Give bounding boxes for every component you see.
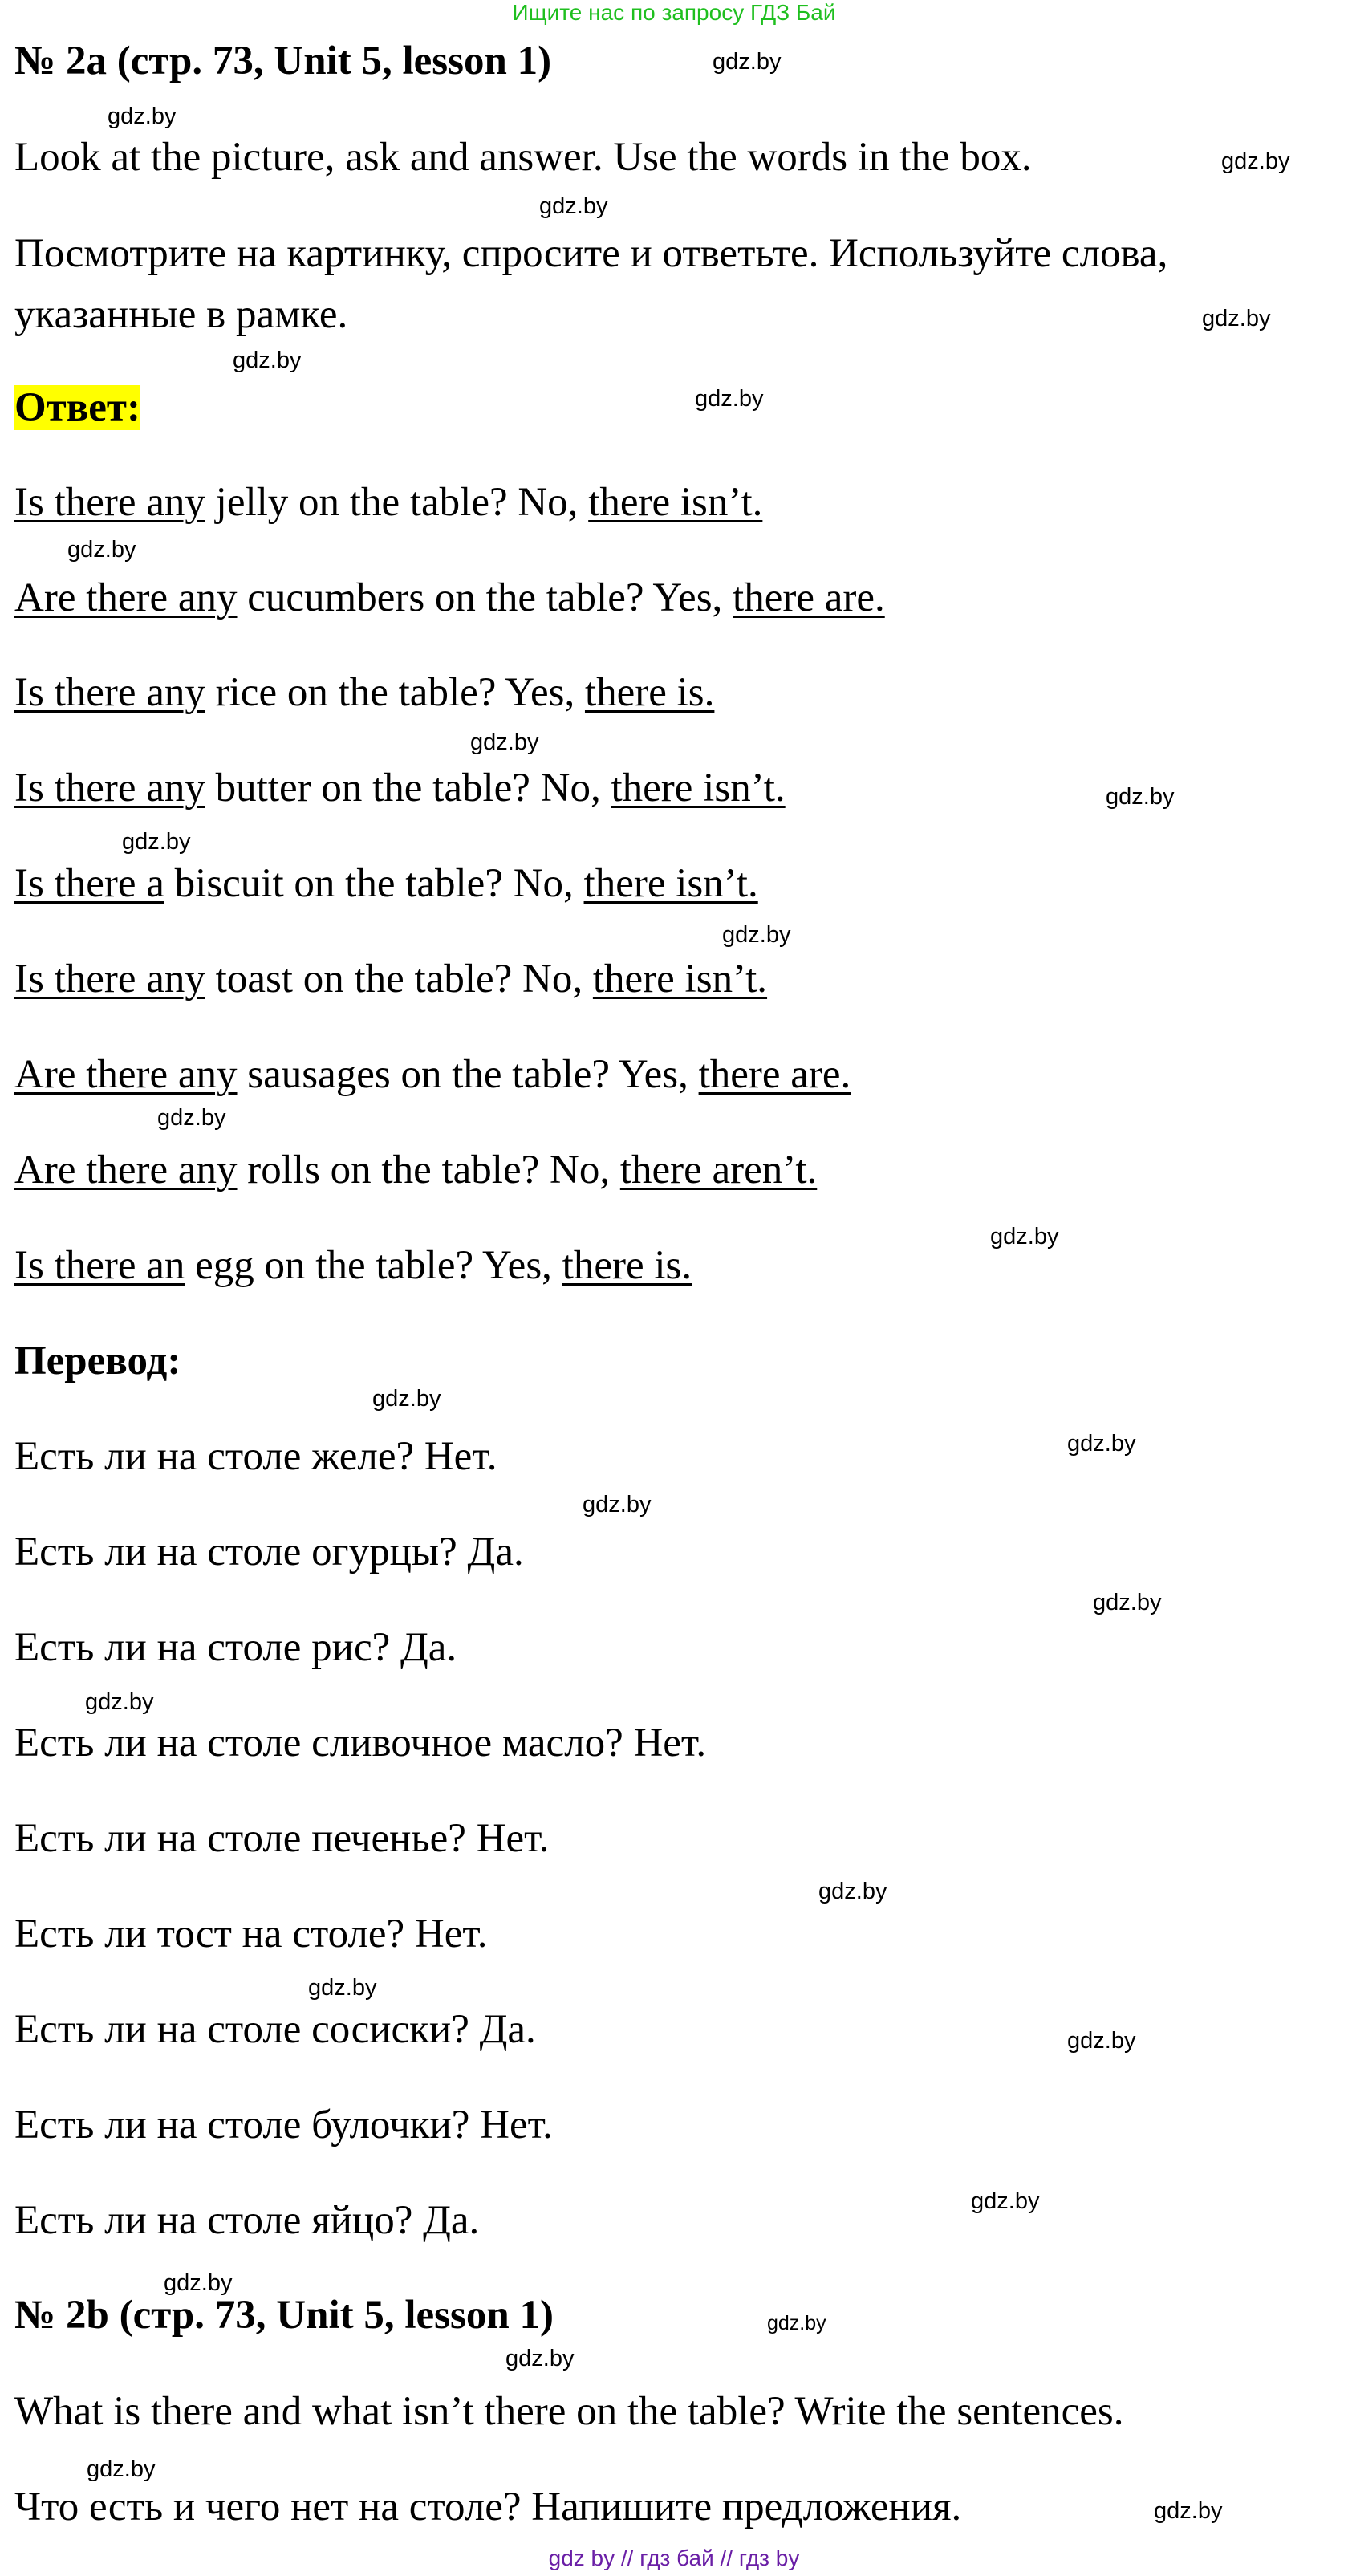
watermark: gdz.by — [85, 1689, 154, 1715]
answer-line — [14, 1146, 817, 1194]
watermark: gdz.by — [372, 1386, 441, 1412]
question-start: Is there an — [14, 1243, 185, 1288]
watermark: gdz.by — [506, 2346, 575, 2371]
answer-label: Ответ: — [14, 385, 140, 430]
answer-line — [14, 859, 758, 908]
question-rest: butter on the table? No, — [205, 766, 611, 811]
section-title-2a: № 2a (стр. 73, Unit 5, lesson 1) — [14, 39, 552, 83]
section-title-2b: № 2b (стр. 73, Unit 5, lesson 1) — [14, 2293, 554, 2338]
translation-line: Есть ли на столе желе? Нет. — [14, 1434, 497, 1479]
answer-line — [14, 1241, 692, 1290]
question-rest: sausages on the table? Yes, — [237, 1052, 699, 1097]
answer-line — [14, 478, 762, 526]
watermark: gdz.by — [470, 729, 539, 755]
question-start: Is there any — [14, 480, 205, 525]
question-rest: rolls on the table? No, — [237, 1148, 620, 1193]
answer-line — [14, 668, 714, 717]
watermark: gdz.by — [1202, 306, 1271, 331]
instruction-english-2b: What is there and what isn’t there on the table? Write the sentences. — [14, 2389, 1124, 2434]
watermark: gdz.by — [539, 193, 608, 219]
watermark: gdz.by — [67, 537, 136, 563]
instruction-english: Look at the picture, ask and answer. Use the words in the box. — [14, 135, 1032, 180]
answer-line — [14, 764, 786, 812]
watermark: gdz.by — [1154, 2498, 1223, 2524]
translation-line: Есть ли на столе печенье? Нет. — [14, 1816, 550, 1861]
answer-line — [14, 574, 885, 622]
watermark: gdz.by — [122, 829, 191, 855]
question-start: Are there any — [14, 575, 238, 620]
answer-short: there are. — [733, 575, 885, 620]
answer-line — [14, 955, 767, 1003]
answer-short: there isn’t. — [611, 766, 786, 811]
instruction-russian-line-2: указанные в рамке. — [14, 292, 348, 337]
watermark: gdz.by — [1067, 1431, 1136, 1457]
question-start: Is there any — [14, 957, 205, 1002]
question-rest: biscuit on the table? No, — [164, 861, 584, 906]
watermark: gdz.by — [695, 386, 764, 412]
answer-short: there is. — [562, 1243, 692, 1288]
watermark: gdz.by — [971, 2188, 1040, 2214]
translation-line: Есть ли тост на столе? Нет. — [14, 1912, 488, 1956]
watermark: gdz.by — [767, 2312, 826, 2334]
answer-short: there are. — [698, 1052, 851, 1097]
question-start: Is there any — [14, 766, 205, 811]
question-start: Is there a — [14, 861, 164, 906]
watermark: gdz.by — [990, 1224, 1059, 1249]
watermark: gdz.by — [1106, 784, 1175, 810]
question-rest: jelly on the table? No, — [205, 480, 589, 525]
question-rest: rice on the table? Yes, — [205, 670, 585, 715]
instruction-russian-2b: Что есть и чего нет на столе? Напишите предложения. — [14, 2485, 962, 2529]
watermark: gdz.by — [818, 1879, 887, 1904]
watermark: gdz.by — [1221, 148, 1290, 174]
watermark: gdz.by — [722, 922, 791, 948]
watermark: gdz.by — [164, 2270, 233, 2296]
answer-short: there is. — [584, 670, 715, 715]
answer-short: there isn’t. — [588, 480, 763, 525]
question-start: Are there any — [14, 1052, 238, 1097]
watermark: gdz.by — [308, 1975, 377, 2001]
question-rest: egg on the table? Yes, — [185, 1243, 562, 1288]
translation-line: Есть ли на столе сливочное масло? Нет. — [14, 1721, 707, 1765]
watermark: gdz.by — [1093, 1590, 1162, 1615]
question-start: Are there any — [14, 1148, 238, 1193]
watermark: gdz.by — [713, 49, 782, 75]
translation-line: Есть ли на столе рис? Да. — [14, 1625, 457, 1670]
watermark: gdz.by — [157, 1105, 226, 1131]
answer-short: there isn’t. — [583, 861, 758, 906]
watermark: gdz.by — [87, 2456, 156, 2482]
answer-label-line — [14, 384, 140, 432]
question-rest: cucumbers on the table? Yes, — [237, 575, 733, 620]
watermark: gdz.by — [1067, 2028, 1136, 2054]
answer-short: there isn’t. — [592, 957, 768, 1002]
translation-line: Есть ли на столе огурцы? Да. — [14, 1530, 524, 1574]
translation-line: Есть ли на столе булочки? Нет. — [14, 2103, 553, 2147]
search-banner: Ищите нас по запросу ГДЗ Бай — [512, 0, 836, 25]
question-rest: toast on the table? No, — [205, 957, 593, 1002]
translation-label: Перевод: — [14, 1339, 181, 1383]
translation-line: Есть ли на столе сосиски? Да. — [14, 2007, 536, 2052]
watermark: gdz.by — [583, 1492, 652, 1518]
answer-short: there aren’t. — [619, 1148, 818, 1193]
question-start: Is there any — [14, 670, 205, 715]
answer-line — [14, 1050, 851, 1099]
instruction-russian-line-1: Посмотрите на картинку, спросите и ответьте. Используйте слова, — [14, 231, 1168, 276]
watermark: gdz.by — [233, 347, 302, 373]
watermark: gdz.by — [108, 104, 177, 129]
translation-line: Есть ли на столе яйцо? Да. — [14, 2198, 480, 2243]
footer-links: gdz by // гдз бай // гдз by — [548, 2546, 800, 2570]
